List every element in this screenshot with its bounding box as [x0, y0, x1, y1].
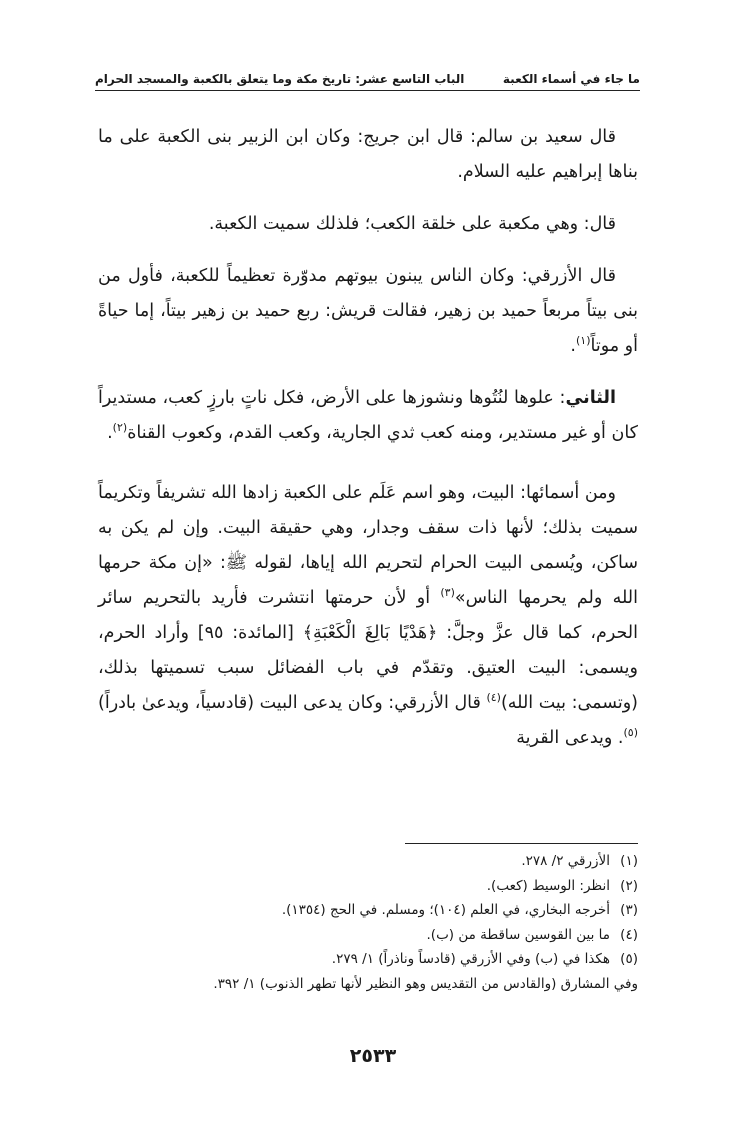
header-chapter-title: الباب التاسع عشر: تاريخ مكة وما يتعلق بالكعبة والمسجد الحرام [95, 72, 465, 86]
footnote-number: (٣) [620, 902, 638, 918]
footnote-text: الأزرقي ٢/ ٢٧٨. [521, 853, 610, 869]
paragraph-1 [98, 120, 638, 190]
footnote-item [98, 849, 638, 874]
footnote-number: (٥) [620, 951, 638, 967]
footnote-text: انظر: الوسيط (كعب). [486, 877, 610, 894]
paragraph-5-part-a: ومن أسمائها: البيت، وهو اسم عَلَم على الكعبة زادها الله تشريفاً وتكريماً سميت بذلك؛ لأنها ذات سقف وجدار، وهي حقيقة البيت. وإن لم يكن به ساكن، ويُسمى البيت الحرام لتحريم الله إياها، لقوله ﷺ: «إن مكة حرمها الله ولم يحرمها الناس» [98, 483, 638, 608]
paragraph-2-text: قال: وهي مكعبة على خلقة الكعب؛ فلذلك سميت الكعبة. [208, 214, 616, 234]
paragraph-5-part-d: . ويدعى القرية [516, 728, 624, 748]
paragraph-5-part-b: أو لأن حرمتها انتشرت فأريد بالتحريم سائر الحرم، كما قال عزَّ وجلَّ: ﴿هَدْيًا بَالِغَ الْكَعْبَةِ﴾ [المائدة: ٩٥] وأراد الحرم، ويسمى: البيت العتيق. وتقدّم في باب الفضائل سبب تسميتها بذلك، (وتسمى: بيت الله) [98, 588, 638, 713]
main-text [98, 120, 638, 773]
footnote-text: ما بين القوسين ساقطة من (ب). [426, 926, 610, 943]
footnote-number: (٢) [620, 877, 638, 894]
footnote-text: أخرجه البخاري، في العلم (١٠٤)؛ ومسلم. في الحج (١٣٥٤). [281, 902, 610, 918]
footnote-number: (٤) [620, 926, 638, 943]
footnote-continuation: وفي المشارق (والقادس من التقديس وهو النظير لأنها تطهر الذنوب) ١/ ٣٩٢. [213, 975, 638, 992]
footnote-ref-2: (٢) [112, 421, 128, 434]
footnotes [98, 849, 638, 996]
paragraph-3 [98, 259, 638, 364]
running-header [95, 62, 640, 86]
paragraph-5-part-c: قال الأزرقي: وكان يدعى البيت (قادسياً، ويدعىٰ بادراً) [98, 693, 487, 713]
footnote-item [98, 874, 638, 899]
paragraph-1-text: قال سعيد بن سالم: قال ابن جريج: وكان ابن الزبير بنى الكعبة على ما بناها إبراهيم عليه السلام. [98, 127, 638, 182]
footnote-divider [405, 843, 638, 844]
paragraph-4-end: . [107, 423, 113, 443]
header-section-title: ما جاء في أسماء الكعبة [502, 72, 640, 86]
paragraph-4 [98, 381, 638, 451]
footnote-text: هكذا في (ب) وفي الأزرقي (قادساً وناذراً) ١/ ٢٧٩. [331, 951, 610, 967]
paragraph-4-text: : علوها لنُتُوها ونشوزها على الأرض، فكل ناتٍ بارزٍ كعب، مستديراً كان أو غير مستدير، ومنه كعب ثدي الجارية، وكعب القدم، وكعوب القناة [98, 388, 638, 443]
footnote-item [98, 947, 638, 972]
footnote-item [98, 923, 638, 948]
paragraph-4-lead: الثاني [565, 388, 616, 408]
footnote-ref-4: (٤) [486, 691, 501, 704]
header-divider [95, 90, 640, 91]
paragraph-3-end: . [570, 336, 576, 356]
footnote-ref-1: (١) [575, 334, 591, 347]
footnote-item [98, 898, 638, 923]
footnote-number: (١) [620, 853, 638, 869]
page-number: ٢٥٣٣ [349, 1045, 397, 1067]
footnote-ref-5: (٥) [623, 726, 638, 739]
paragraph-2 [98, 207, 638, 242]
footnote-ref-3: (٣) [440, 586, 455, 599]
paragraph-5 [98, 476, 638, 756]
paragraph-3-text: قال الأزرقي: وكان الناس يبنون بيوتهم مدوّرة تعظيماً للكعبة، فأول من بنى بيتاً مربعاً حميد بن زهير، فقالت قريش: ربع حميد بن زهير بيتاً، إما حياةً أو موتاً [98, 266, 638, 356]
